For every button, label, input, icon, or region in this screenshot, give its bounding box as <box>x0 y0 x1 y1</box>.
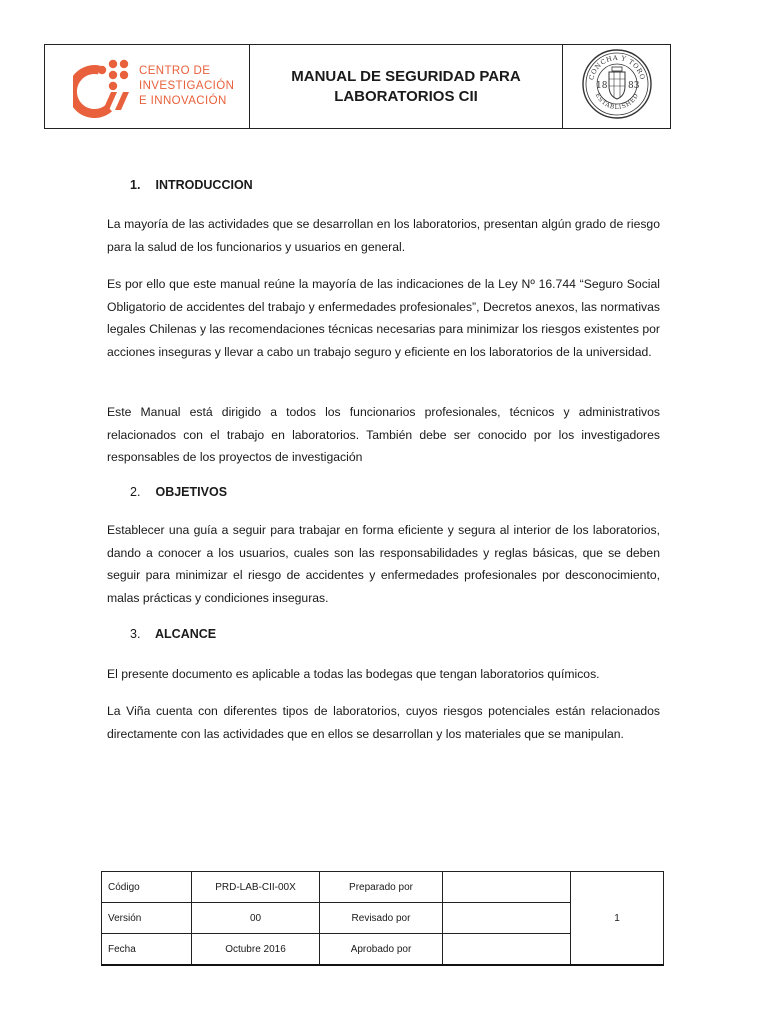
document-header <box>44 44 671 129</box>
logo-line: INVESTIGACIÓN <box>139 80 235 92</box>
seal-right-text: 83 <box>627 81 639 91</box>
section-title: OBJETIVOS <box>155 485 228 499</box>
section-title: ALCANCE <box>155 627 217 641</box>
concha-y-toro-seal-icon <box>581 48 653 120</box>
title-line: MANUAL DE SEGURIDAD PARA <box>291 67 521 85</box>
table-cell-value: Octubre 2016 <box>192 934 320 966</box>
table-cell-role: Aprobado por <box>320 934 443 966</box>
table-cell-value: PRD-LAB-CII-00X <box>192 872 320 903</box>
cii-logo-icon <box>73 56 131 118</box>
section-heading <box>130 485 227 499</box>
table-row <box>102 872 664 903</box>
paragraph: La mayoría de las actividades que se desarrollan en los laboratorios, presentan algún grado de riesgo para la salud de los funcionarios y usuarios en general. <box>107 217 660 254</box>
paragraph: Este Manual está dirigido a todos los funcionarios profesionales, técnicos y administrativos relacionados con el trabajo en laboratorios. También debe ser conocido por los investigadores responsables de los proyectos de investigación <box>107 405 660 464</box>
table-cell-label: Fecha <box>102 934 192 966</box>
table-cell-signature <box>443 872 571 903</box>
logo-line: E INNOVACIÓN <box>139 95 227 107</box>
svg-text:ESTABLISHED <box>593 92 640 111</box>
table-cell-label: Versión <box>102 903 192 934</box>
document-title <box>250 45 563 129</box>
seal-top-text: CONCHA Y TORO <box>586 53 647 81</box>
section-number: 2. <box>130 485 141 499</box>
document-control-table <box>101 871 664 966</box>
seal-bottom-text: ESTABLISHED <box>593 92 640 111</box>
paragraph: La Viña cuenta con diferentes tipos de laboratorios, cuyos riesgos potenciales están relacionados directamente con las actividades que en ellos se desarrollan y los materiales que se manipulan. <box>107 704 660 741</box>
logo-line: CENTRO DE <box>139 65 211 77</box>
seal-left-text: 18 <box>595 81 607 91</box>
paragraph: Es por ello que este manual reúne la mayoría de las indicaciones de la Ley Nº 16.744 “Seguro Social Obligatorio de accidentes del trabajo y enfermedades profesionales”, Decretos anexos, las normativas legales Chilenas y las recomendaciones técnicas necesarias para minimizar los riesgos existentes por acciones inseguras y llevar a cabo un trabajo seguro y eficiente en los laboratorios de la universidad. <box>107 277 660 359</box>
section-heading <box>130 627 216 641</box>
page-number: 1 <box>571 872 664 966</box>
table-cell-role: Preparado por <box>320 872 443 903</box>
table-cell-role: Revisado por <box>320 903 443 934</box>
section-number: 1. <box>130 178 141 192</box>
section-title: INTRODUCCION <box>155 178 253 192</box>
paragraph: Establecer una guía a seguir para trabajar en forma eficiente y segura al interior de los laboratorios, dando a conocer a los usuarios, cuales son las responsabilidades y reglas básicas, que se deben seguir para minimizar el riesgo de accidentes y enfermedades profesionales por desconocimiento, malas prácticas y condiciones inseguras. <box>107 523 660 605</box>
seal-cell <box>563 45 671 129</box>
table-cell-signature <box>443 903 571 934</box>
table-cell-signature <box>443 934 571 966</box>
section-heading <box>130 178 253 192</box>
table-cell-value: 00 <box>192 903 320 934</box>
section-number: 3. <box>130 627 141 641</box>
title-line: LABORATORIOS CII <box>334 87 478 105</box>
logo-cell <box>45 45 250 129</box>
table-cell-label: Código <box>102 872 192 903</box>
logo-wordmark <box>139 64 234 109</box>
paragraph: El presente documento es aplicable a todas las bodegas que tengan laboratorios químicos. <box>107 667 600 681</box>
